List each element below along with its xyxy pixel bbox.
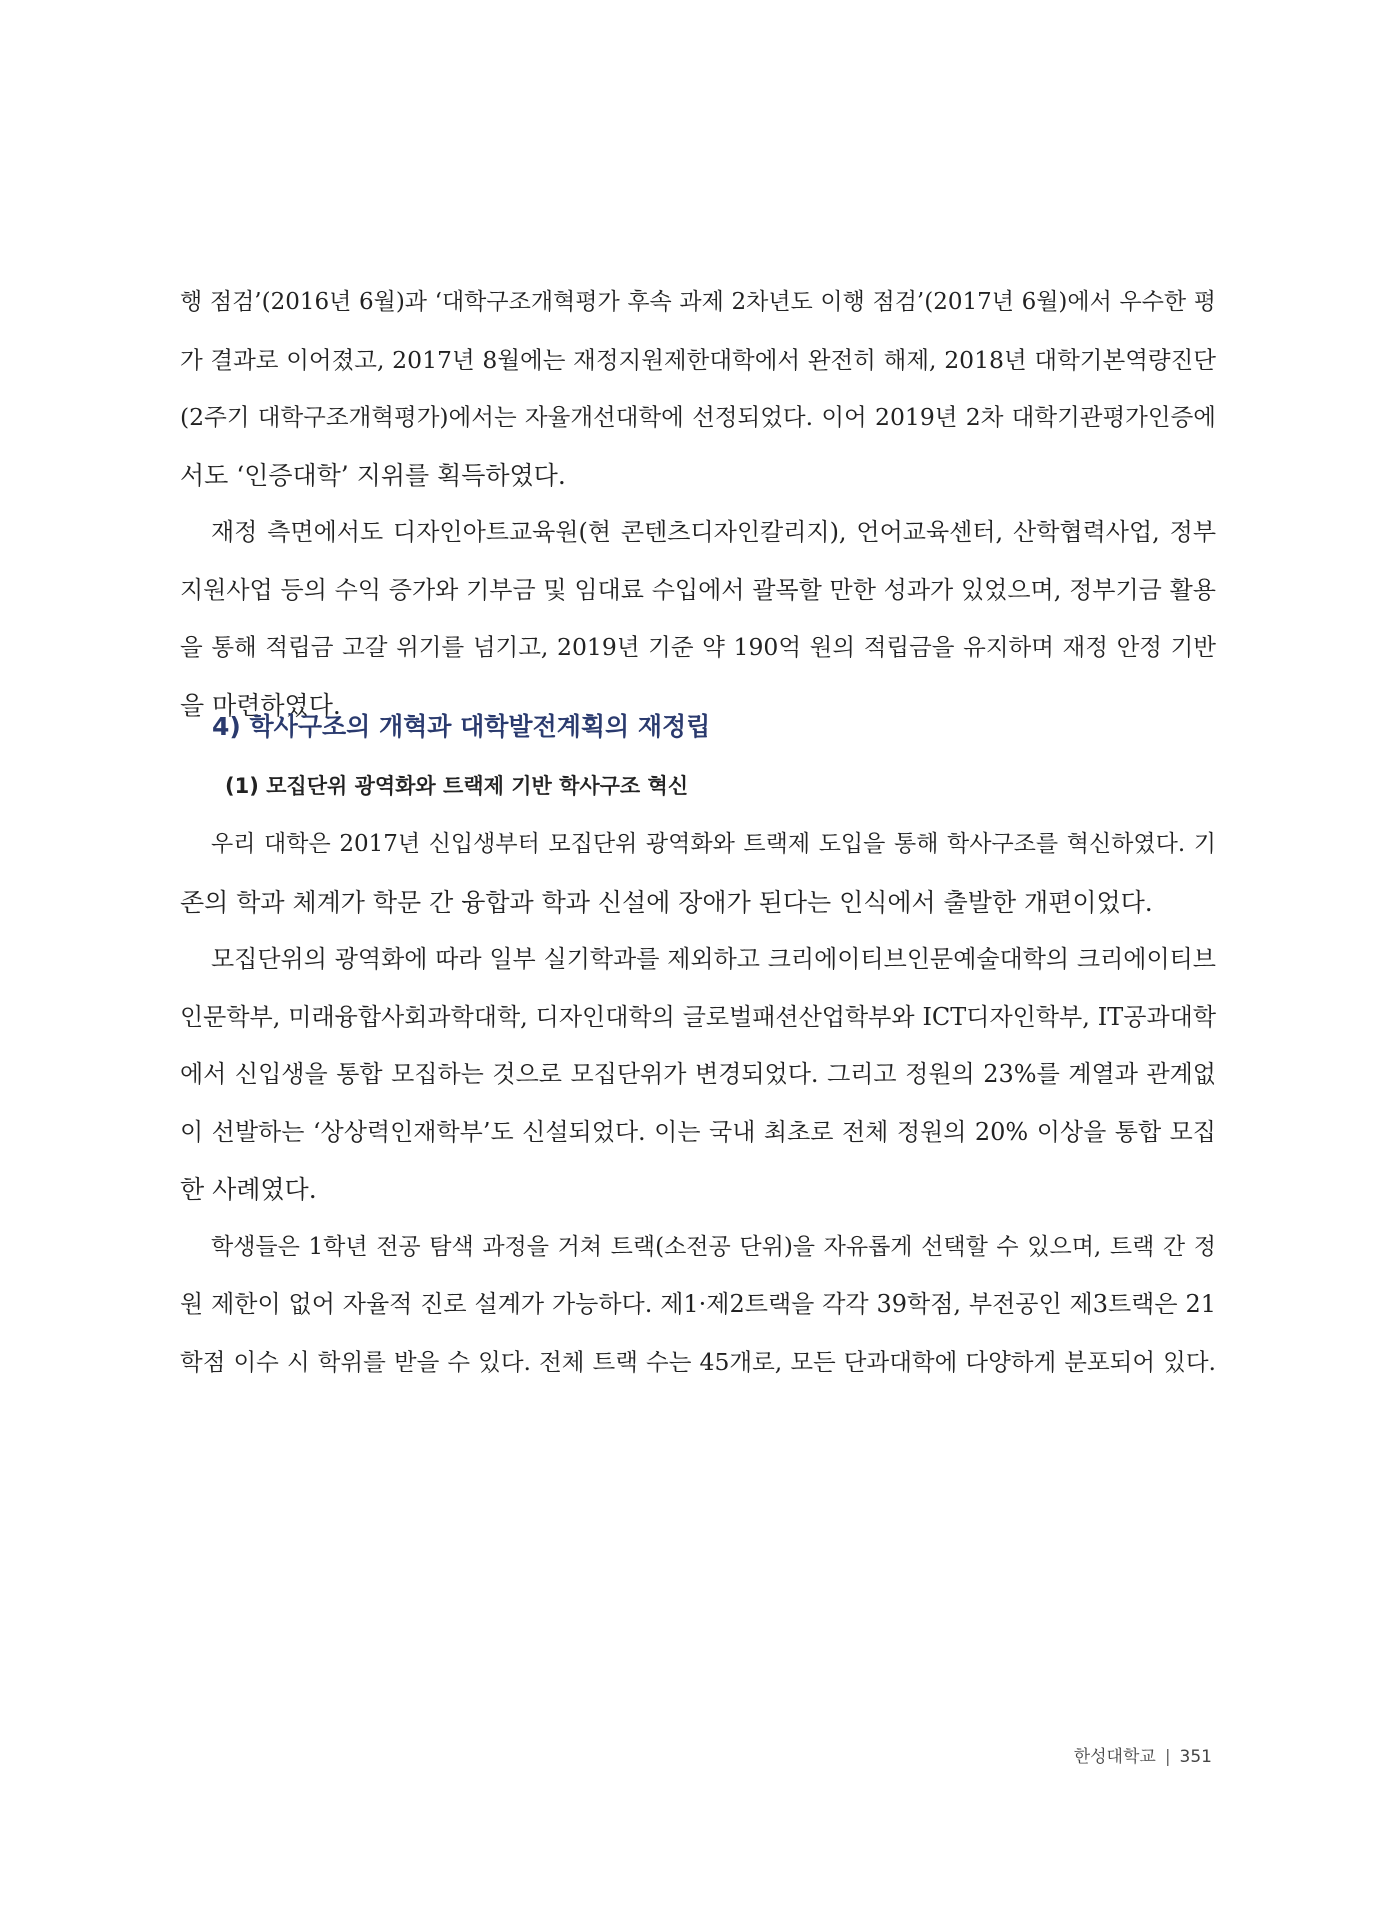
text-line: 학점 이수 시 학위를 받을 수 있다. 전체 트랙 수는 45개로, 모든 단과대학에 다양하게 분포되어 있다. — [180, 1347, 1216, 1376]
footer-separator: | — [1164, 1747, 1171, 1767]
footer-school-name: 한성대학교 — [1073, 1747, 1156, 1767]
text-line: (2주기 대학구조개혁평가)에서는 자율개선대학에 선정되었다. 이어 2019년 2차 대학기관평가인증에 — [180, 403, 1216, 431]
text-line: 지원사업 등의 수익 증가와 기부금 및 임대료 수입에서 괄목할 만한 성과가 있었으며, 정부기금 활용 — [180, 575, 1216, 604]
text-line: 모집단위의 광역화에 따라 일부 실기학과를 제외하고 크리에이티브인문예술대학의 크리에이티브 — [211, 945, 1216, 973]
section-subheading: (1) 모집단위 광역화와 트랙제 기반 학사구조 혁신 — [225, 774, 689, 798]
text-line: 인문학부, 미래융합사회과학대학, 디자인대학의 글로벌패션산업학부와 ICT디자인학부, IT공과대학 — [180, 1002, 1216, 1031]
text-line: 학생들은 1학년 전공 탐색 과정을 거쳐 트랙(소전공 단위)을 자유롭게 선택할 수 있으며, 트랙 간 정 — [211, 1233, 1216, 1260]
text-line: 원 제한이 없어 자율적 진로 설계가 가능하다. 제1·제2트랙을 각각 39학점, 부전공인 제3트랙은 21 — [180, 1290, 1216, 1318]
section-heading: 4) 학사구조의 개혁과 대학발전계획의 재정립 — [212, 712, 711, 741]
text-line: 한 사례였다. — [180, 1175, 317, 1204]
text-line: 행 점검’(2016년 6월)과 ‘대학구조개혁평가 후속 과제 2차년도 이행 점검’(2017년 6월)에서 우수한 평 — [180, 289, 1216, 315]
text-line: 을 통해 적립금 고갈 위기를 넘기고, 2019년 기준 약 190억 원의 적립금을 유지하며 재정 안정 기반 — [180, 633, 1216, 661]
text-line: 가 결과로 이어졌고, 2017년 8월에는 재정지원제한대학에서 완전히 해제, 2018년 대학기본역량진단 — [180, 345, 1216, 374]
text-line: 서도 ‘인증대학’ 지위를 획득하였다. — [180, 460, 566, 490]
text-line: 을 마련하였다. — [180, 690, 341, 720]
body-paragraphs — [180, 816, 1216, 1391]
text-line: 이 선발하는 ‘상상력인재학부’도 신설되었다. 이는 국내 최초로 전체 정원의 20% 이상을 통합 모집 — [180, 1117, 1216, 1146]
intro-paragraphs — [180, 274, 1216, 734]
text-line: 재정 측면에서도 디자인아트교육원(현 콘텐츠디자인칼리지), 언어교육센터, 산학협력사업, 정부 — [211, 518, 1216, 546]
text-line: 우리 대학은 2017년 신입생부터 모집단위 광역화와 트랙제 도입을 통해 학사구조를 혁신하였다. 기 — [211, 831, 1216, 857]
page-footer — [1074, 1742, 1212, 1767]
text-line: 에서 신입생을 통합 모집하는 것으로 모집단위가 변경되었다. 그리고 정원의 23%를 계열과 관계없 — [180, 1060, 1216, 1088]
page-number: 351 — [1179, 1747, 1212, 1767]
text-line: 존의 학과 체계가 학문 간 융합과 학과 신설에 장애가 된다는 인식에서 출발한 개편이었다. — [180, 887, 1153, 917]
